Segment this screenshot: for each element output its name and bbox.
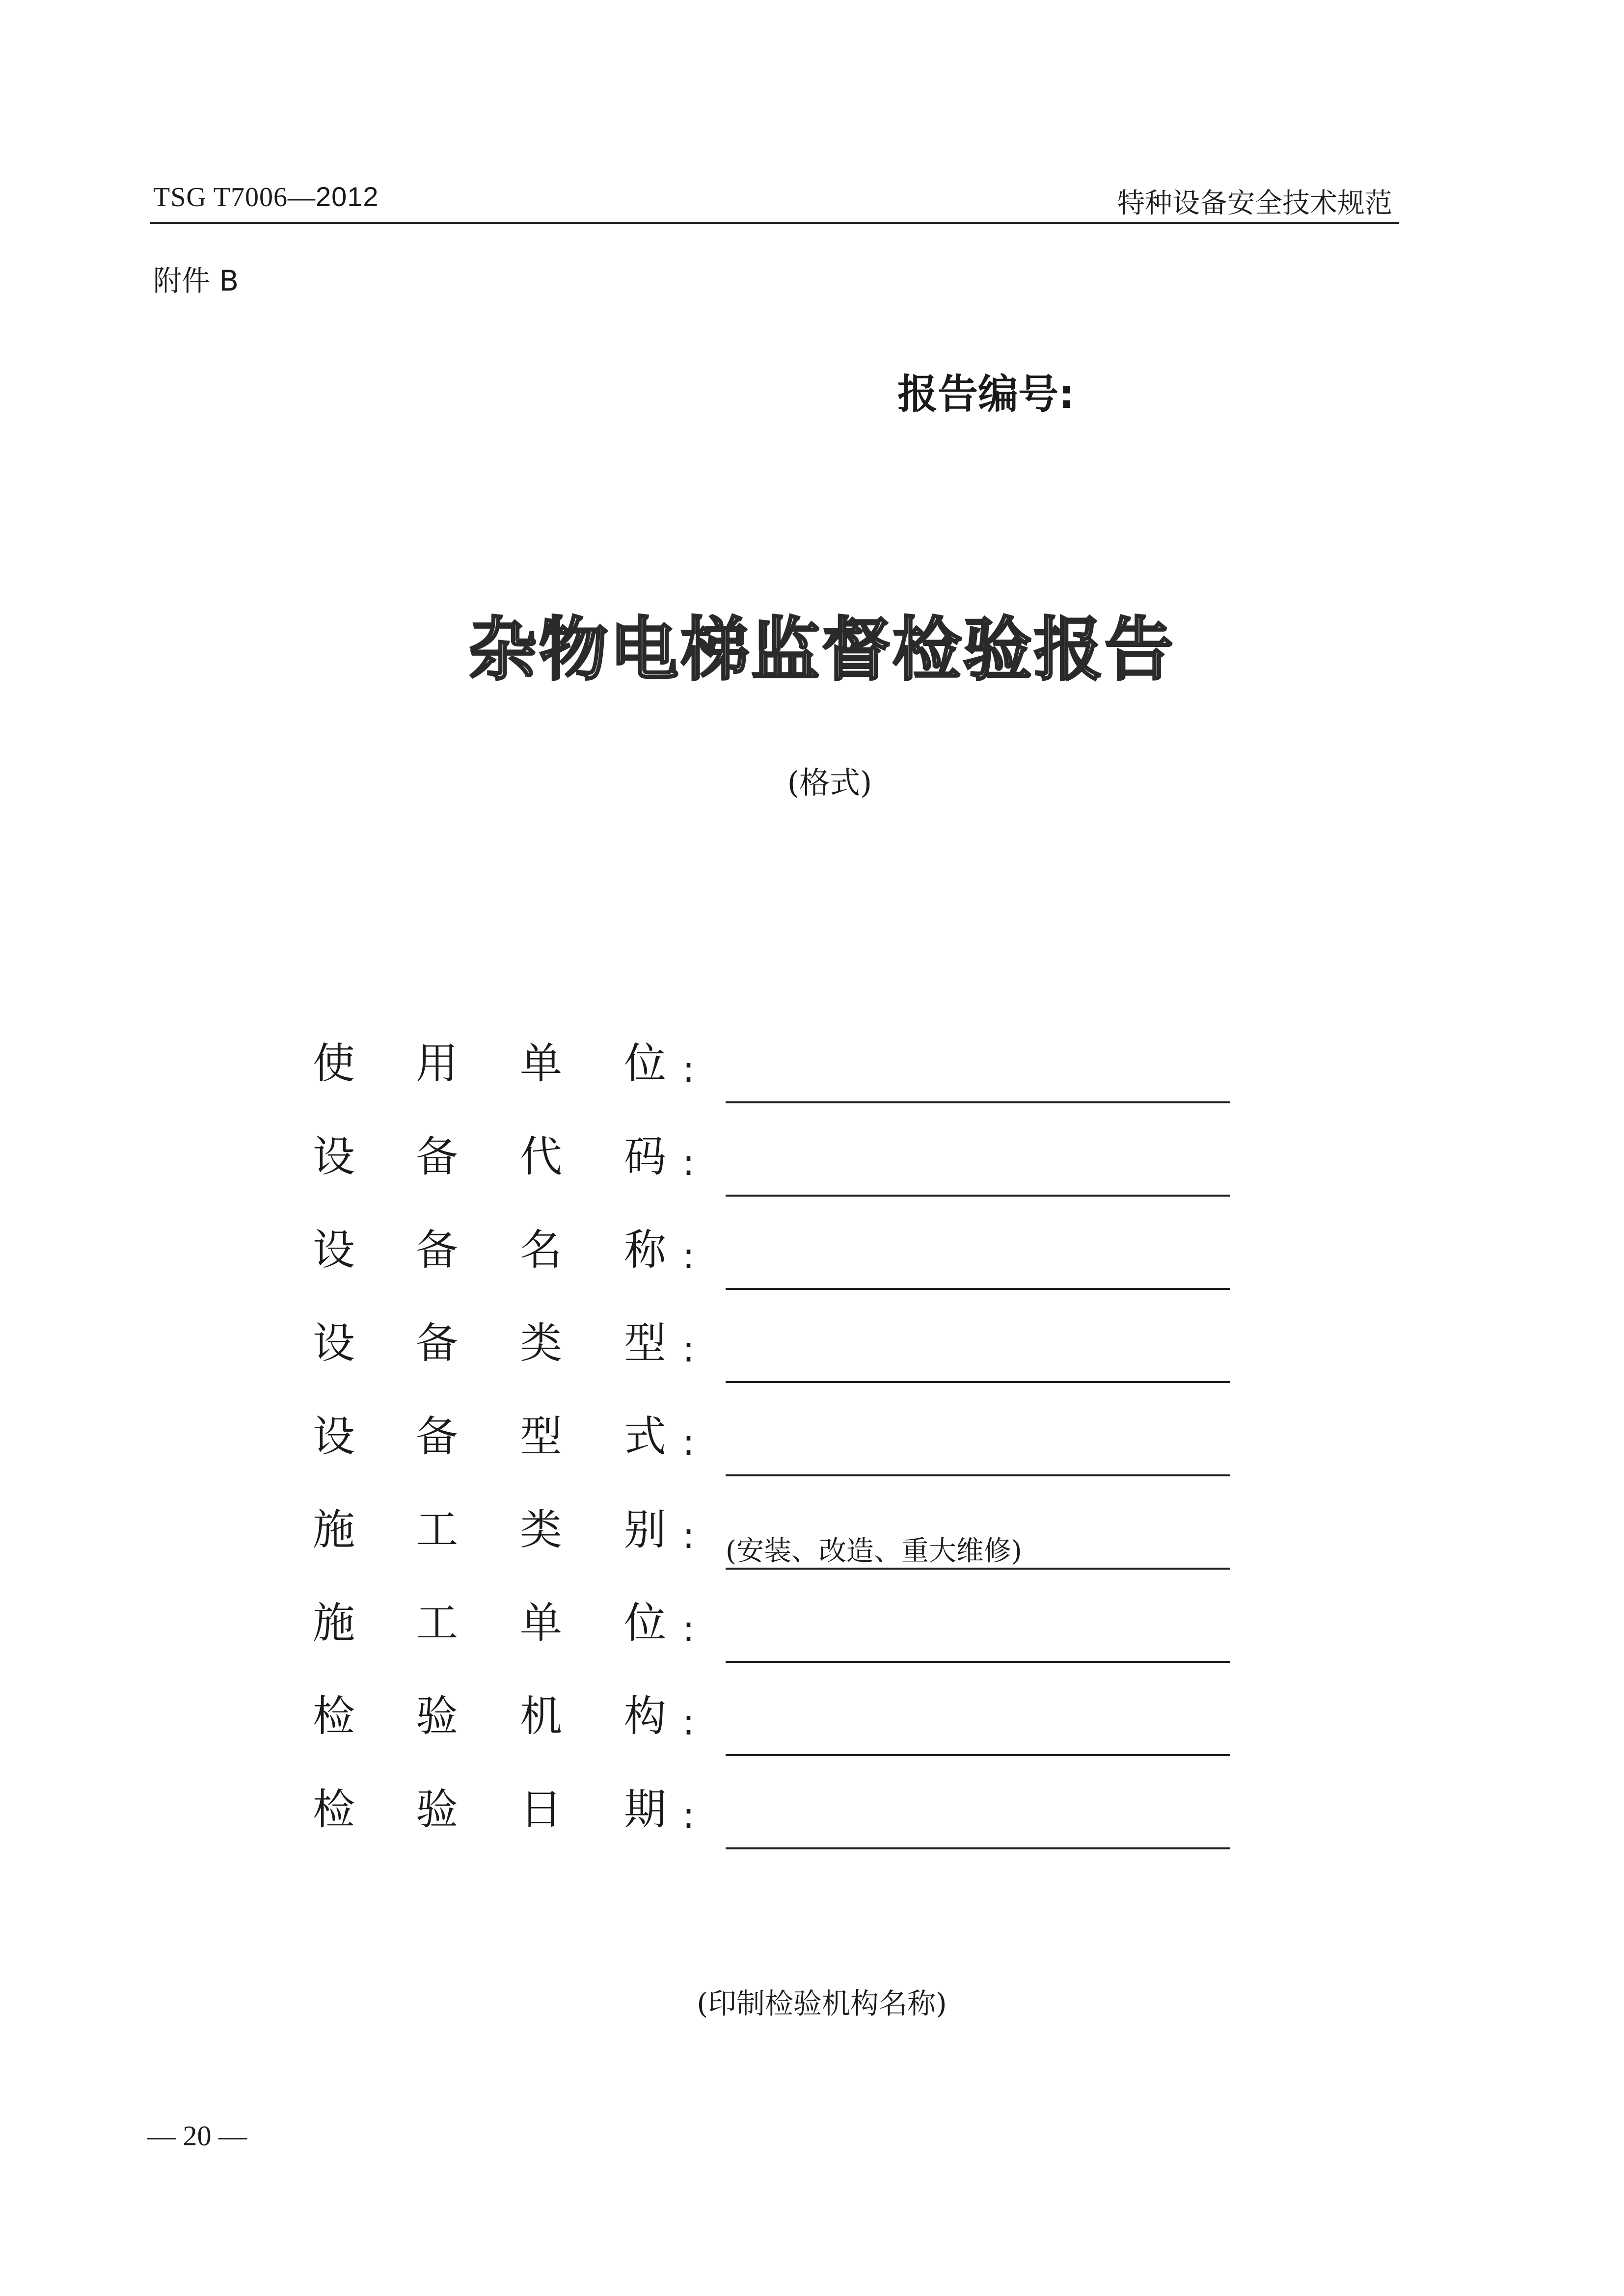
- label-char: 别: [624, 1505, 666, 1554]
- form-row-equipment-type: [0, 1316, 1624, 1385]
- label-char: 单: [520, 1599, 562, 1648]
- fill-in-line[interactable]: [726, 1195, 1230, 1197]
- label-char: 备: [416, 1319, 458, 1368]
- form-row-construction-category: [0, 1503, 1624, 1572]
- form-row-equipment-code: [0, 1130, 1624, 1199]
- field-colon: :: [682, 1421, 695, 1464]
- label-char: 设: [313, 1132, 355, 1181]
- label-char: 验: [416, 1785, 458, 1834]
- label-char: 型: [624, 1319, 666, 1368]
- field-colon: :: [682, 1608, 695, 1650]
- label-char: 码: [624, 1132, 666, 1181]
- label-char: 代: [520, 1132, 562, 1181]
- report-number-label: 报告编号:: [897, 371, 1075, 418]
- label-char: 构: [624, 1692, 666, 1741]
- field-value: (安装、改造、重大维修): [726, 1535, 1022, 1567]
- label-char: 工: [416, 1505, 458, 1554]
- printer-note: (印制检验机构名称): [697, 1987, 947, 2020]
- label-char: 位: [624, 1039, 666, 1088]
- label-char: 日: [520, 1785, 562, 1834]
- fill-in-line[interactable]: [726, 1101, 1230, 1103]
- field-colon: :: [682, 1048, 695, 1091]
- form-row-inspection-agency: [0, 1689, 1624, 1758]
- label-char: 使: [313, 1039, 355, 1088]
- field-colon: :: [682, 1142, 695, 1184]
- header-rule: [150, 222, 1399, 224]
- label-char: 施: [313, 1505, 355, 1554]
- label-char: 类: [520, 1505, 562, 1554]
- label-char: 工: [416, 1599, 458, 1648]
- standard-code: [153, 181, 379, 213]
- standard-code-year: 2012: [316, 181, 379, 212]
- field-colon: :: [682, 1794, 695, 1837]
- form-row-construction-unit: [0, 1596, 1624, 1665]
- field-colon: :: [682, 1328, 695, 1370]
- label-char: 称: [624, 1226, 666, 1275]
- label-char: 位: [624, 1599, 666, 1648]
- form-row-inspection-date: [0, 1783, 1624, 1851]
- fill-in-line[interactable]: [726, 1754, 1230, 1756]
- field-colon: :: [682, 1235, 695, 1277]
- label-char: 检: [313, 1692, 355, 1741]
- form-row-user-unit: [0, 1037, 1624, 1105]
- label-char: 备: [416, 1226, 458, 1275]
- label-char: 名: [520, 1226, 562, 1275]
- label-char: 设: [313, 1412, 355, 1461]
- label-char: 设: [313, 1319, 355, 1368]
- fill-in-line[interactable]: [726, 1381, 1230, 1383]
- fill-in-line[interactable]: [726, 1847, 1230, 1849]
- label-char: 施: [313, 1599, 355, 1648]
- fill-in-line[interactable]: [726, 1288, 1230, 1290]
- fill-in-line[interactable]: [726, 1568, 1230, 1570]
- label-char: 式: [624, 1412, 666, 1461]
- standard-code-main: TSG T7006: [153, 182, 288, 213]
- label-char: 设: [313, 1226, 355, 1275]
- label-char: 备: [416, 1132, 458, 1181]
- label-char: 备: [416, 1412, 458, 1461]
- label-char: 检: [313, 1785, 355, 1834]
- label-char: 类: [520, 1319, 562, 1368]
- document-title: 杂物电梯监督检验报告: [468, 610, 1175, 690]
- label-char: 验: [416, 1692, 458, 1741]
- series-title: 特种设备安全技术规范: [1117, 187, 1392, 219]
- fill-in-line[interactable]: [726, 1661, 1230, 1663]
- label-char: 单: [520, 1039, 562, 1088]
- field-colon: :: [682, 1515, 695, 1557]
- form-row-equipment-model: [0, 1410, 1624, 1478]
- standard-code-dash: —: [288, 182, 316, 213]
- field-colon: :: [682, 1701, 695, 1743]
- page-number: — 20 —: [147, 2120, 247, 2152]
- label-char: 型: [520, 1412, 562, 1461]
- form-row-equipment-name: [0, 1223, 1624, 1292]
- annex-label: 附件 B: [153, 264, 239, 297]
- format-note: (格式): [787, 765, 872, 801]
- label-char: 期: [624, 1785, 666, 1834]
- label-char: 机: [520, 1692, 562, 1741]
- label-char: 用: [416, 1039, 458, 1088]
- fill-in-line[interactable]: [726, 1474, 1230, 1476]
